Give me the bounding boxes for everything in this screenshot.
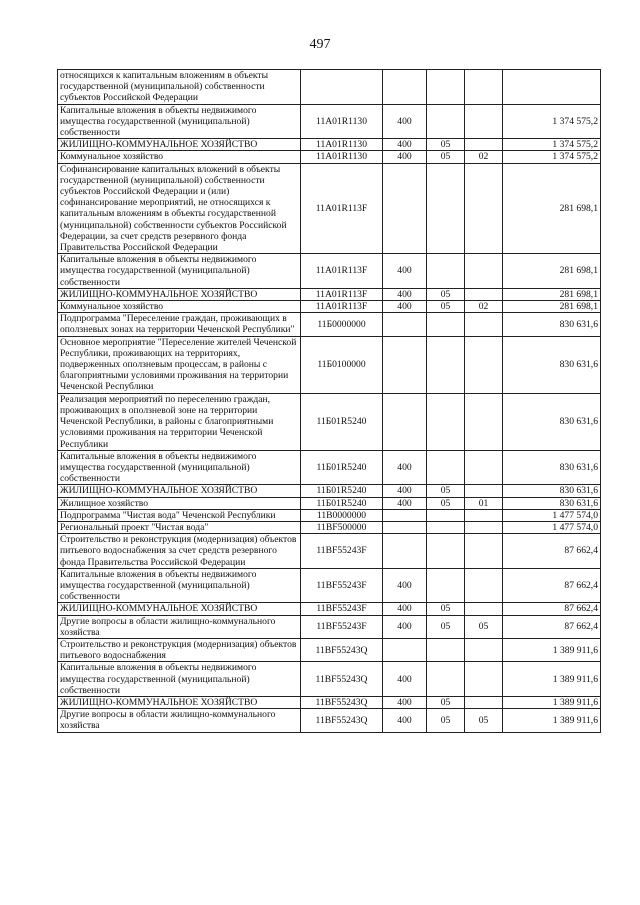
table-row [58, 288, 601, 300]
row-name-cell: Региональный проект "Чистая вода" [58, 521, 301, 533]
expense-type-cell: 400 [383, 485, 427, 497]
target-code-cell: 11ВF55243Q [301, 662, 383, 697]
subsection-cell [465, 254, 503, 289]
amount-cell: 830 631,6 [503, 313, 601, 336]
section-cell [427, 163, 465, 254]
amount-cell: 87 662,4 [503, 603, 601, 615]
amount-cell: 1 389 911,6 [503, 662, 601, 697]
expense-type-cell: 400 [383, 603, 427, 615]
section-cell [427, 509, 465, 521]
target-code-cell: 11ВF55243F [301, 568, 383, 603]
subsection-cell: 05 [465, 615, 503, 638]
section-cell [427, 70, 465, 105]
section-cell [427, 104, 465, 139]
subsection-cell [465, 696, 503, 708]
expense-type-cell: 400 [383, 288, 427, 300]
row-name-cell: ЖИЛИЩНО-КОММУНАЛЬНОЕ ХОЗЯЙСТВО [58, 139, 301, 151]
table-row [58, 521, 601, 533]
expense-type-cell [383, 638, 427, 661]
expense-type-cell: 400 [383, 104, 427, 139]
target-code-cell: 11А01R1130 [301, 139, 383, 151]
section-cell: 05 [427, 603, 465, 615]
table-row [58, 151, 601, 163]
row-name-cell: Строительство и реконструкция (модернизация) объектов питьевого водоснабжения за счет средств резервного фонда Правительства Российской Федерации [58, 534, 301, 569]
subsection-cell [465, 313, 503, 336]
amount-cell: 1 389 911,6 [503, 709, 601, 732]
amount-cell: 830 631,6 [503, 485, 601, 497]
amount-cell: 281 698,1 [503, 163, 601, 254]
row-name-cell: Другие вопросы в области жилищно-коммунального хозяйства [58, 709, 301, 732]
subsection-cell [465, 568, 503, 603]
row-name-cell: Коммунальное хозяйство [58, 151, 301, 163]
section-cell: 05 [427, 301, 465, 313]
amount-cell: 87 662,4 [503, 534, 601, 569]
section-cell: 05 [427, 151, 465, 163]
amount-cell: 1 374 575,2 [503, 104, 601, 139]
section-cell: 05 [427, 696, 465, 708]
table-row [58, 336, 601, 393]
budget-table [57, 69, 601, 733]
target-code-cell: 11Б01R5240 [301, 393, 383, 450]
target-code-cell: 11Б01R5240 [301, 450, 383, 485]
expense-type-cell: 400 [383, 709, 427, 732]
table-row [58, 497, 601, 509]
table-row [58, 139, 601, 151]
subsection-cell [465, 509, 503, 521]
expense-type-cell: 400 [383, 139, 427, 151]
amount-cell: 830 631,6 [503, 393, 601, 450]
target-code-cell: 11ВF500000 [301, 521, 383, 533]
row-name-cell: Жилищное хозяйство [58, 497, 301, 509]
target-code-cell: 11А01R1130 [301, 151, 383, 163]
expense-type-cell [383, 393, 427, 450]
row-name-cell: Реализация мероприятий по переселению граждан, проживающих в оползневой зоне на территории Чеченской Республики, в районы с благоприятными условиями проживания на территории Чеченской Республики [58, 393, 301, 450]
table-row [58, 709, 601, 732]
section-cell [427, 393, 465, 450]
amount-cell: 281 698,1 [503, 254, 601, 289]
expense-type-cell [383, 534, 427, 569]
amount-cell: 830 631,6 [503, 450, 601, 485]
subsection-cell [465, 485, 503, 497]
subsection-cell [465, 603, 503, 615]
table-row [58, 70, 601, 105]
subsection-cell [465, 393, 503, 450]
row-name-cell: Основное мероприятие "Переселение жителей Чеченской Республики, проживающих на территориях, подверженных оползневым процессам, в районы с благоприятными условиями проживания на территории Чеченской Республики [58, 336, 301, 393]
section-cell: 05 [427, 485, 465, 497]
row-name-cell: Капитальные вложения в объекты недвижимого имущества государственной (муниципальной) собственности [58, 568, 301, 603]
amount-cell [503, 70, 601, 105]
table-row [58, 615, 601, 638]
amount-cell: 1 389 911,6 [503, 638, 601, 661]
target-code-cell: 11Б0100000 [301, 336, 383, 393]
amount-cell: 1 374 575,2 [503, 151, 601, 163]
expense-type-cell: 400 [383, 450, 427, 485]
expense-type-cell: 400 [383, 151, 427, 163]
expense-type-cell: 400 [383, 497, 427, 509]
table-row [58, 450, 601, 485]
target-code-cell: 11Б0000000 [301, 313, 383, 336]
section-cell [427, 313, 465, 336]
row-name-cell: относящихся к капитальным вложениям в объекты государственной (муниципальной) собственности субъектов Российской Федерации [58, 70, 301, 105]
expense-type-cell: 400 [383, 696, 427, 708]
amount-cell: 1 477 574,0 [503, 521, 601, 533]
target-code-cell: 11А01R1130 [301, 104, 383, 139]
amount-cell: 1 389 911,6 [503, 696, 601, 708]
row-name-cell: ЖИЛИЩНО-КОММУНАЛЬНОЕ ХОЗЯЙСТВО [58, 485, 301, 497]
section-cell [427, 254, 465, 289]
table-row [58, 163, 601, 254]
row-name-cell: Подпрограмма "Чистая вода" Чеченской Республики [58, 509, 301, 521]
amount-cell: 281 698,1 [503, 288, 601, 300]
table-row [58, 254, 601, 289]
target-code-cell: 11ВF55243Q [301, 709, 383, 732]
section-cell: 05 [427, 615, 465, 638]
section-cell [427, 521, 465, 533]
subsection-cell: 05 [465, 709, 503, 732]
row-name-cell: ЖИЛИЩНО-КОММУНАЛЬНОЕ ХОЗЯЙСТВО [58, 288, 301, 300]
subsection-cell [465, 288, 503, 300]
target-code-cell: 11А01R113F [301, 301, 383, 313]
table-row [58, 638, 601, 661]
row-name-cell: ЖИЛИЩНО-КОММУНАЛЬНОЕ ХОЗЯЙСТВО [58, 603, 301, 615]
amount-cell: 830 631,6 [503, 336, 601, 393]
subsection-cell: 02 [465, 301, 503, 313]
row-name-cell: Строительство и реконструкция (модернизация) объектов питьевого водоснабжения [58, 638, 301, 661]
subsection-cell: 02 [465, 151, 503, 163]
budget-table-body [58, 70, 601, 733]
row-name-cell: Другие вопросы в области жилищно-коммунального хозяйства [58, 615, 301, 638]
target-code-cell: 11А01R113F [301, 254, 383, 289]
target-code-cell: 11А01R113F [301, 163, 383, 254]
row-name-cell: Капитальные вложения в объекты недвижимого имущества государственной (муниципальной) собственности [58, 450, 301, 485]
table-row [58, 696, 601, 708]
section-cell [427, 638, 465, 661]
table-row [58, 393, 601, 450]
table-row [58, 534, 601, 569]
row-name-cell: Капитальные вложения в объекты недвижимого имущества государственной (муниципальной) собственности [58, 662, 301, 697]
row-name-cell: Софинансирование капитальных вложений в объекты государственной (муниципальной) собственности субъектов Российской Федерации и (или) софинансирование мероприятий, не относящихся к капитальным вложениям в объекты государственной (муниципальной) собственности субъектов Российской Федерации, за счет средств резервного фонда Правительства Российской Федерации [58, 163, 301, 254]
target-code-cell: 11Б01R5240 [301, 497, 383, 509]
section-cell [427, 662, 465, 697]
section-cell [427, 568, 465, 603]
subsection-cell [465, 104, 503, 139]
expense-type-cell: 400 [383, 254, 427, 289]
section-cell: 05 [427, 288, 465, 300]
target-code-cell: 11ВF55243Q [301, 696, 383, 708]
target-code-cell: 11ВF55243Q [301, 638, 383, 661]
target-code-cell: 11В0000000 [301, 509, 383, 521]
subsection-cell [465, 163, 503, 254]
table-row [58, 509, 601, 521]
amount-cell: 87 662,4 [503, 615, 601, 638]
amount-cell: 1 374 575,2 [503, 139, 601, 151]
target-code-cell: 11ВF55243F [301, 603, 383, 615]
row-name-cell: Коммунальное хозяйство [58, 301, 301, 313]
table-row [58, 104, 601, 139]
table-row [58, 313, 601, 336]
amount-cell: 1 477 574,0 [503, 509, 601, 521]
section-cell [427, 336, 465, 393]
target-code-cell: 11Б01R5240 [301, 485, 383, 497]
section-cell: 05 [427, 497, 465, 509]
expense-type-cell: 400 [383, 615, 427, 638]
target-code-cell: 11ВF55243F [301, 534, 383, 569]
row-name-cell: Капитальные вложения в объекты недвижимого имущества государственной (муниципальной) собственности [58, 104, 301, 139]
row-name-cell: ЖИЛИЩНО-КОММУНАЛЬНОЕ ХОЗЯЙСТВО [58, 696, 301, 708]
amount-cell: 281 698,1 [503, 301, 601, 313]
subsection-cell [465, 336, 503, 393]
expense-type-cell: 400 [383, 568, 427, 603]
target-code-cell: 11ВF55243F [301, 615, 383, 638]
subsection-cell: 01 [465, 497, 503, 509]
subsection-cell [465, 638, 503, 661]
expense-type-cell [383, 163, 427, 254]
section-cell [427, 534, 465, 569]
target-code-cell: 11А01R113F [301, 288, 383, 300]
table-row [58, 568, 601, 603]
subsection-cell [465, 662, 503, 697]
section-cell: 05 [427, 139, 465, 151]
expense-type-cell [383, 70, 427, 105]
table-row [58, 662, 601, 697]
expense-type-cell: 400 [383, 301, 427, 313]
expense-type-cell [383, 509, 427, 521]
table-row [58, 485, 601, 497]
row-name-cell: Подпрограмма "Переселение граждан, проживающих в оползневых зонах на территории Чеченской Республики" [58, 313, 301, 336]
subsection-cell [465, 450, 503, 485]
subsection-cell [465, 139, 503, 151]
expense-type-cell [383, 521, 427, 533]
table-row [58, 603, 601, 615]
expense-type-cell [383, 313, 427, 336]
section-cell: 05 [427, 709, 465, 732]
page-number: 497 [309, 37, 331, 52]
expense-type-cell [383, 336, 427, 393]
table-row [58, 301, 601, 313]
row-name-cell: Капитальные вложения в объекты недвижимого имущества государственной (муниципальной) собственности [58, 254, 301, 289]
amount-cell: 830 631,6 [503, 497, 601, 509]
subsection-cell [465, 70, 503, 105]
subsection-cell [465, 534, 503, 569]
amount-cell: 87 662,4 [503, 568, 601, 603]
section-cell [427, 450, 465, 485]
expense-type-cell: 400 [383, 662, 427, 697]
target-code-cell [301, 70, 383, 105]
subsection-cell [465, 521, 503, 533]
